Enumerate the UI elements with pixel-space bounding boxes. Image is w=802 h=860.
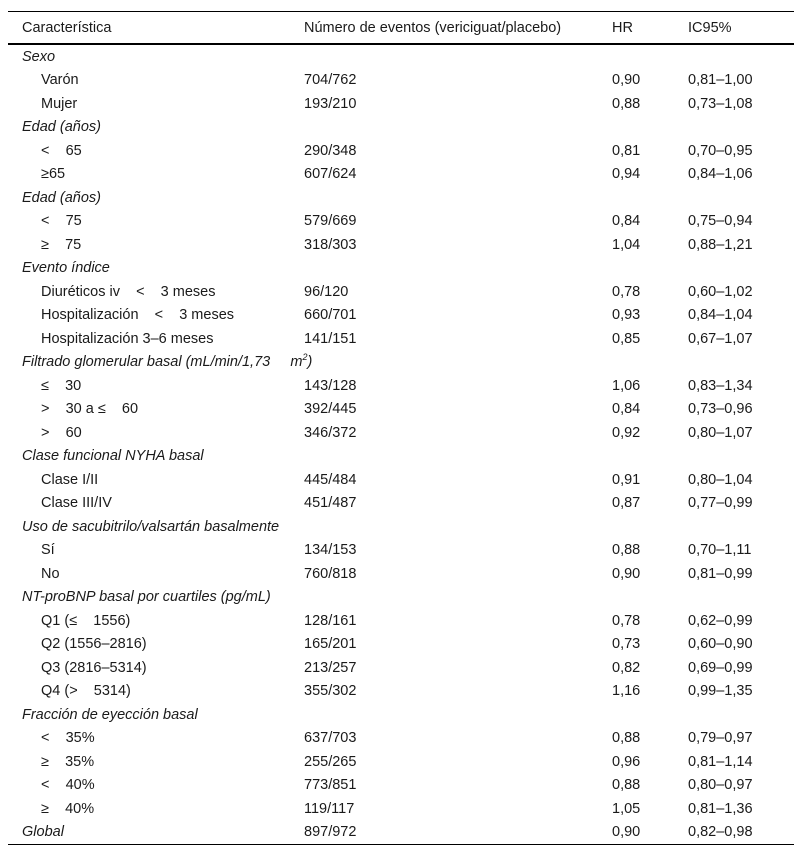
ci-cell (674, 586, 794, 610)
ci-cell: 0,73–0,96 (688, 401, 753, 418)
ci-cell: 0,80–0,97 (688, 777, 753, 794)
events-cell (290, 351, 598, 375)
row-label: > 30 a ≤ 60 (41, 401, 139, 418)
row-label: Clase III/IV (41, 495, 112, 512)
group-header-row (8, 116, 794, 140)
group-header-row (8, 445, 794, 469)
table-row (8, 233, 794, 257)
hr-cell (598, 515, 674, 539)
group-label: Uso de sacubitrilo/valsartán basalmente (22, 518, 280, 535)
hr-cell (598, 186, 674, 210)
row-label: No (41, 565, 60, 582)
superscript: 2 (302, 352, 308, 363)
hr-cell: 0,88 (612, 542, 641, 559)
header-row (8, 12, 794, 45)
group-header-row (8, 821, 794, 845)
events-cell (290, 586, 598, 610)
hr-cell: 1,06 (612, 377, 641, 394)
events-cell: 213/257 (304, 659, 357, 676)
group-label-text: Filtrado glomerular basal (mL/min/1,73 m (22, 354, 303, 371)
ci-cell: 0,88–1,21 (688, 236, 753, 253)
group-header-row (8, 351, 794, 375)
events-cell: 165/201 (304, 636, 357, 653)
table-row (8, 797, 794, 821)
row-label: Q4 (> 5314) (41, 683, 131, 700)
events-cell (290, 186, 598, 210)
row-label: Q3 (2816–5314) (41, 659, 147, 676)
ci-cell: 0,70–0,95 (688, 142, 753, 159)
ci-cell: 0,69–0,99 (688, 659, 753, 676)
table-header (8, 12, 794, 45)
header-hr: HR (612, 19, 633, 36)
hr-cell (598, 116, 674, 140)
row-label: Hospitalización 3–6 meses (41, 330, 214, 347)
group-header-row (8, 586, 794, 610)
row-label: Sí (41, 542, 55, 559)
ci-cell: 0,99–1,35 (688, 683, 753, 700)
events-cell (290, 44, 598, 69)
hr-cell: 0,88 (612, 777, 641, 794)
events-cell: 318/303 (304, 236, 357, 253)
hr-cell: 1,05 (612, 800, 641, 817)
ci-cell (674, 445, 794, 469)
events-cell (290, 445, 598, 469)
ci-cell (674, 257, 794, 281)
events-cell: 637/703 (304, 730, 357, 747)
ci-cell: 0,80–1,07 (688, 424, 753, 441)
events-cell: 760/818 (304, 565, 357, 582)
row-label: Varón (41, 72, 79, 89)
group-label: Fracción de eyección basal (22, 706, 198, 723)
table-row (8, 727, 794, 751)
hr-cell: 0,73 (612, 636, 641, 653)
events-cell: 773/851 (304, 777, 357, 794)
hr-cell: 0,87 (612, 495, 641, 512)
hr-cell: 0,92 (612, 424, 641, 441)
group-header-row (8, 515, 794, 539)
table-row (8, 69, 794, 93)
table-row (8, 656, 794, 680)
hr-cell: 1,16 (612, 683, 641, 700)
events-cell: 704/762 (304, 72, 357, 89)
hr-cell: 0,84 (612, 213, 641, 230)
row-label: Q1 (≤ 1556) (41, 612, 131, 629)
hr-cell: 0,85 (612, 330, 641, 347)
group-header-row (8, 44, 794, 69)
row-label: < 65 (41, 142, 82, 159)
row-label: > 60 (41, 424, 82, 441)
table-row (8, 280, 794, 304)
table-row (8, 539, 794, 563)
header-characteristic: Característica (22, 19, 112, 36)
ci-cell: 0,62–0,99 (688, 612, 753, 629)
events-cell: 193/210 (304, 95, 357, 112)
row-label: ≥ 75 (41, 236, 82, 253)
events-cell (290, 703, 598, 727)
ci-cell: 0,79–0,97 (688, 730, 753, 747)
table-row (8, 327, 794, 351)
hr-cell (598, 257, 674, 281)
hr-cell (598, 351, 674, 375)
ci-cell: 0,81–1,14 (688, 753, 753, 770)
group-label: Sexo (22, 48, 56, 65)
events-cell (290, 515, 598, 539)
table-row (8, 562, 794, 586)
hr-cell: 0,88 (612, 95, 641, 112)
table-row (8, 92, 794, 116)
hr-cell: 0,88 (612, 730, 641, 747)
row-label: < 75 (41, 213, 82, 230)
hr-cell (598, 44, 674, 69)
events-cell: 355/302 (304, 683, 357, 700)
table-row (8, 750, 794, 774)
hr-cell: 0,84 (612, 401, 641, 418)
group-label: NT-proBNP basal por cuartiles (pg/mL) (22, 589, 271, 606)
hr-cell (598, 445, 674, 469)
events-cell: 128/161 (304, 612, 357, 629)
row-label: Mujer (41, 95, 78, 112)
row-label: < 35% (41, 730, 95, 747)
table-row (8, 421, 794, 445)
table-body (8, 44, 794, 845)
hr-cell: 0,96 (612, 753, 641, 770)
table-row (8, 492, 794, 516)
ci-cell (674, 44, 794, 69)
results-table-container (8, 0, 794, 845)
ci-cell: 0,83–1,34 (688, 377, 753, 394)
table-row (8, 374, 794, 398)
hr-cell: 0,90 (612, 72, 641, 89)
ci-cell: 0,70–1,11 (688, 542, 752, 559)
ci-cell (674, 703, 794, 727)
ci-cell: 0,67–1,07 (688, 330, 753, 347)
ci-cell (674, 351, 794, 375)
events-cell: 579/669 (304, 213, 357, 230)
group-label: Edad (años) (22, 189, 101, 206)
events-cell: 290/348 (304, 142, 357, 159)
events-cell: 607/624 (304, 166, 357, 183)
header-ci: IC95% (688, 19, 732, 36)
table-row (8, 139, 794, 163)
ci-cell: 0,60–1,02 (688, 283, 753, 300)
hr-cell: 0,78 (612, 612, 641, 629)
hr-cell: 0,82 (612, 659, 641, 676)
row-label: Diuréticos iv < 3 meses (41, 283, 216, 300)
row-label: ≤ 30 (41, 377, 82, 394)
events-cell: 141/151 (304, 330, 357, 347)
events-cell: 134/153 (304, 542, 357, 559)
row-label: ≥65 (41, 166, 66, 183)
table-row (8, 680, 794, 704)
table-row (8, 468, 794, 492)
row-label: ≥ 35% (41, 753, 95, 770)
events-cell: 445/484 (304, 471, 357, 488)
ci-cell (674, 186, 794, 210)
group-header-row (8, 257, 794, 281)
table-row (8, 304, 794, 328)
row-label: Clase I/II (41, 471, 99, 488)
group-label-suffix: ) (307, 354, 313, 371)
ci-cell (674, 515, 794, 539)
events-cell: 119/117 (304, 800, 355, 817)
events-cell: 96/120 (304, 283, 349, 300)
ci-cell: 0,84–1,04 (688, 307, 753, 324)
events-cell: 143/128 (304, 377, 357, 394)
events-cell: 660/701 (304, 307, 357, 324)
group-label: Edad (años) (22, 119, 101, 136)
ci-cell: 0,82–0,98 (688, 824, 753, 841)
hr-cell (598, 703, 674, 727)
row-label: < 40% (41, 777, 95, 794)
table-row (8, 163, 794, 187)
group-label: Clase funcional NYHA basal (22, 448, 204, 465)
hr-cell: 0,93 (612, 307, 641, 324)
header-events: Número de eventos (vericiguat/placebo) (304, 19, 562, 36)
events-cell: 346/372 (304, 424, 357, 441)
ci-cell (674, 116, 794, 140)
hr-cell: 0,78 (612, 283, 641, 300)
hr-cell: 0,81 (612, 142, 641, 159)
ci-cell: 0,75–0,94 (688, 213, 753, 230)
ci-cell: 0,80–1,04 (688, 471, 753, 488)
events-cell (290, 257, 598, 281)
hr-cell: 0,94 (612, 166, 641, 183)
ci-cell: 0,81–1,00 (688, 72, 753, 89)
ci-cell: 0,73–1,08 (688, 95, 753, 112)
ci-cell: 0,84–1,06 (688, 166, 753, 183)
group-header-row (8, 703, 794, 727)
group-label (8, 351, 313, 375)
group-label: Evento índice (22, 260, 110, 277)
hr-cell: 0,90 (612, 824, 641, 841)
ci-cell: 0,60–0,90 (688, 636, 753, 653)
row-label: ≥ 40% (41, 800, 95, 817)
subgroup-results-table (8, 11, 794, 845)
events-cell: 897/972 (304, 824, 357, 841)
ci-cell: 0,81–0,99 (688, 565, 753, 582)
table-row (8, 210, 794, 234)
hr-cell (598, 586, 674, 610)
ci-cell: 0,77–0,99 (688, 495, 753, 512)
row-label: Hospitalización < 3 meses (41, 307, 235, 324)
table-row (8, 774, 794, 798)
group-header-row (8, 186, 794, 210)
hr-cell: 0,90 (612, 565, 641, 582)
hr-cell: 1,04 (612, 236, 641, 253)
events-cell (290, 116, 598, 140)
table-row (8, 398, 794, 422)
group-label: Global (22, 824, 64, 841)
events-cell: 392/445 (304, 401, 357, 418)
table-row (8, 609, 794, 633)
events-cell: 451/487 (304, 495, 357, 512)
table-row (8, 633, 794, 657)
ci-cell: 0,81–1,36 (688, 800, 753, 817)
events-cell: 255/265 (304, 753, 357, 770)
row-label: Q2 (1556–2816) (41, 636, 147, 653)
hr-cell: 0,91 (612, 471, 641, 488)
